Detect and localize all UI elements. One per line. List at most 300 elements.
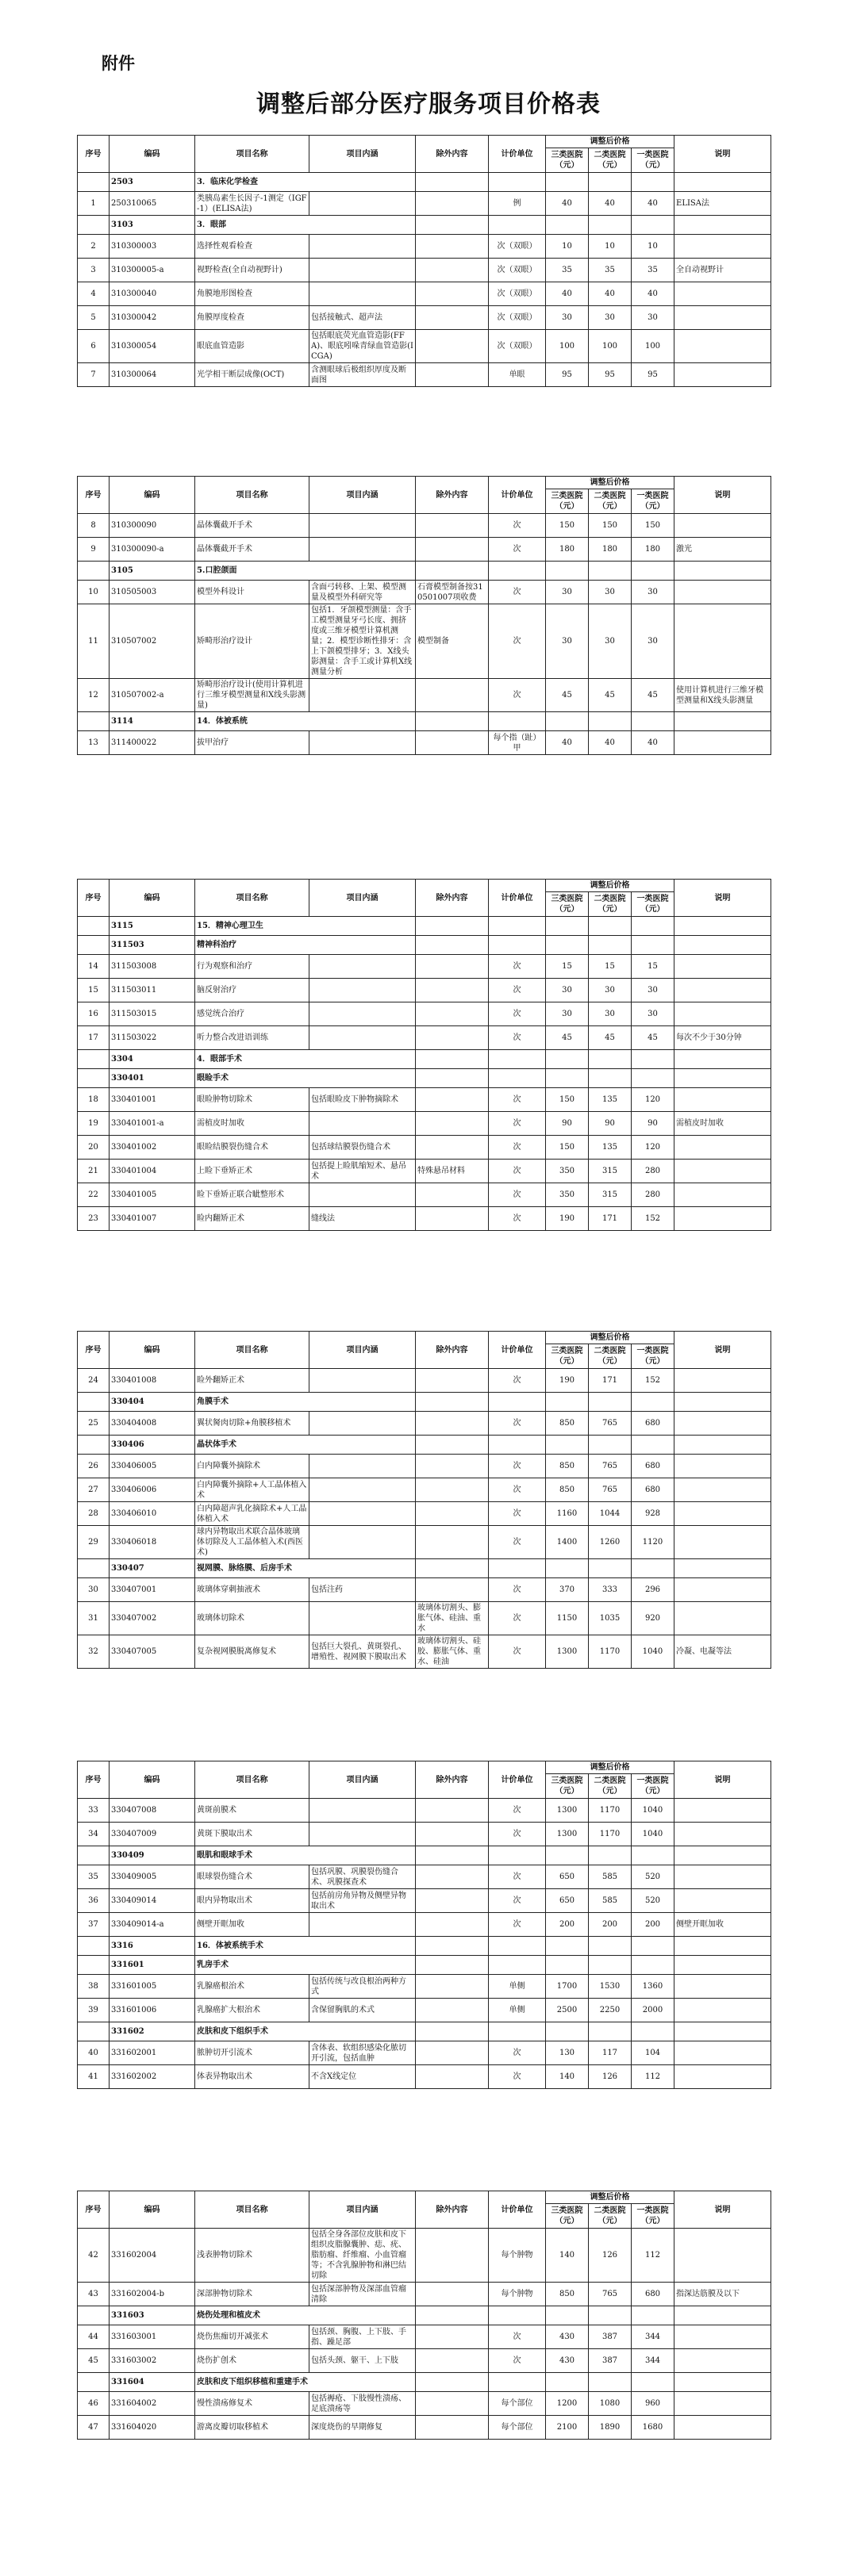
header-price-group: 调整后价格 — [546, 880, 674, 892]
row-unit: 次 — [489, 514, 546, 538]
row-name: 黄斑前膜术 — [195, 1799, 309, 1823]
row-content — [309, 1913, 416, 1937]
row-excluded — [416, 1455, 489, 1478]
empty-cell — [589, 173, 632, 192]
section-seq — [78, 173, 110, 192]
row-price-tier1: 150 — [632, 514, 674, 538]
row-name: 睑下垂矫正联合眦整形术 — [195, 1183, 309, 1207]
row-note — [674, 1136, 771, 1160]
row-content: 包括接触式、超声法 — [309, 306, 416, 330]
row-unit: 次 — [489, 1136, 546, 1160]
table-row — [78, 282, 771, 306]
row-note — [674, 1602, 771, 1635]
row-price-tier3: 1700 — [546, 1975, 589, 1999]
row-note — [674, 1578, 771, 1602]
section-row — [78, 2306, 771, 2325]
empty-cell — [632, 917, 674, 936]
row-name: 脑反射治疗 — [195, 979, 309, 1002]
row-name: 深部肿物切除术 — [195, 2283, 309, 2306]
header-excluded: 除外内容 — [416, 2191, 489, 2229]
row-code: 310300090 — [110, 514, 195, 538]
row-code: 330401001 — [110, 1088, 195, 1112]
section-name: 视网膜、脉络膜、后房手术 — [195, 1559, 416, 1578]
row-price-tier1: 90 — [632, 1112, 674, 1136]
header-name: 项目名称 — [195, 2191, 309, 2229]
row-price-tier2: 150 — [589, 514, 632, 538]
row-price-tier2: 1170 — [589, 1823, 632, 1846]
table-row — [78, 1526, 771, 1559]
row-code: 330407009 — [110, 1823, 195, 1846]
header-name: 项目名称 — [195, 880, 309, 917]
empty-cell — [589, 1436, 632, 1455]
header-note: 说明 — [674, 880, 771, 917]
row-note — [674, 306, 771, 330]
empty-cell — [416, 1559, 489, 1578]
row-code: 330401007 — [110, 1207, 195, 1231]
row-name: 矫畸形治疗设计(使用计算机进行三维牙模型测量和X线头影测量) — [195, 679, 309, 712]
header-excluded: 除外内容 — [416, 880, 489, 917]
header-tier3: 三类医院（元） — [546, 489, 589, 514]
row-unit: 次 — [489, 1088, 546, 1112]
header-price-group: 调整后价格 — [546, 2191, 674, 2204]
table-row — [78, 1502, 771, 1526]
row-name: 睑外翻矫正术 — [195, 1369, 309, 1393]
row-note: ELISA法 — [674, 192, 771, 216]
row-price-tier3: 10 — [546, 235, 589, 259]
row-price-tier1: 40 — [632, 192, 674, 216]
table-row — [78, 1635, 771, 1669]
table-row — [78, 1002, 771, 1026]
table-row — [78, 1865, 771, 1889]
header-note: 说明 — [674, 1761, 771, 1799]
row-unit: 次 — [489, 1455, 546, 1478]
row-unit: 单侧 — [489, 1975, 546, 1999]
row-unit: 次 — [489, 2349, 546, 2373]
empty-cell — [489, 1050, 546, 1069]
row-content — [309, 679, 416, 712]
empty-cell — [416, 216, 489, 235]
section-seq — [78, 712, 110, 731]
row-name: 角膜地形图检查 — [195, 282, 309, 306]
header-price-group: 调整后价格 — [546, 1761, 674, 1774]
row-content — [309, 282, 416, 306]
header-seq: 序号 — [78, 477, 110, 514]
row-price-tier3: 1300 — [546, 1823, 589, 1846]
row-note — [674, 731, 771, 755]
section-seq — [78, 1069, 110, 1088]
row-price-tier2: 15 — [589, 955, 632, 979]
empty-cell — [632, 2373, 674, 2392]
header-unit: 计价单位 — [489, 1332, 546, 1369]
row-note: 每次不少于30分钟 — [674, 1026, 771, 1050]
section-seq — [78, 1956, 110, 1975]
header-seq: 序号 — [78, 880, 110, 917]
row-unit: 每个肿物 — [489, 2283, 546, 2306]
row-price-tier3: 30 — [546, 1002, 589, 1026]
row-name: 模型外科设计 — [195, 581, 309, 604]
row-note — [674, 330, 771, 363]
empty-cell — [546, 2373, 589, 2392]
empty-cell — [546, 917, 589, 936]
row-excluded — [416, 2392, 489, 2416]
row-content: 包括颈、胸腹、上下肢、手指、躁足部 — [309, 2325, 416, 2349]
row-excluded — [416, 1889, 489, 1913]
section-row — [78, 1069, 771, 1088]
section-name: 15．精神心理卫生 — [195, 917, 416, 936]
section-code: 331604 — [110, 2373, 195, 2392]
row-code: 310300040 — [110, 282, 195, 306]
empty-cell — [416, 1069, 489, 1088]
section-code: 330406 — [110, 1436, 195, 1455]
section-row — [78, 1846, 771, 1865]
empty-cell — [489, 1937, 546, 1956]
row-price-tier1: 520 — [632, 1865, 674, 1889]
row-name: 白内障超声乳化摘除术+人工晶体植入术 — [195, 1502, 309, 1526]
row-excluded — [416, 731, 489, 755]
row-price-tier2: 1170 — [589, 1635, 632, 1669]
row-unit: 次 — [489, 1207, 546, 1231]
empty-cell — [632, 1846, 674, 1865]
row-seq: 1 — [78, 192, 110, 216]
empty-cell — [632, 173, 674, 192]
header-unit: 计价单位 — [489, 477, 546, 514]
row-excluded — [416, 1412, 489, 1436]
row-note — [674, 1799, 771, 1823]
table-row — [78, 514, 771, 538]
row-code: 310300042 — [110, 306, 195, 330]
row-seq: 2 — [78, 235, 110, 259]
row-price-tier3: 350 — [546, 1160, 589, 1183]
row-note — [674, 1455, 771, 1478]
row-content — [309, 1369, 416, 1393]
table-row — [78, 259, 771, 282]
row-content — [309, 1026, 416, 1050]
row-price-tier1: 680 — [632, 1412, 674, 1436]
row-name: 类胰岛素生长因子-1测定（IGF-1）(ELISA法) — [195, 192, 309, 216]
section-name: 14．体被系统 — [195, 712, 416, 731]
empty-cell — [489, 562, 546, 581]
row-name: 睑内翻矫正术 — [195, 1207, 309, 1231]
row-note — [674, 1975, 771, 1999]
row-unit: 次 — [489, 1526, 546, 1559]
section-name: 晶状体手术 — [195, 1436, 416, 1455]
row-price-tier2: 387 — [589, 2349, 632, 2373]
row-code: 331602002 — [110, 2065, 195, 2089]
table-row — [78, 2065, 771, 2089]
row-seq: 22 — [78, 1183, 110, 1207]
row-content: 含测眼球后极组织厚度及断面图 — [309, 363, 416, 387]
row-unit: 次 — [489, 1160, 546, 1183]
section-seq — [78, 1846, 110, 1865]
header-tier1: 一类医院（元） — [632, 1344, 674, 1369]
row-name: 球内异物取出术联合晶体玻璃体切除及人工晶体植入术(西医术) — [195, 1526, 309, 1559]
row-price-tier2: 35 — [589, 259, 632, 282]
section-row — [78, 712, 771, 731]
header-code: 编码 — [110, 136, 195, 173]
row-price-tier1: 200 — [632, 1913, 674, 1937]
row-excluded — [416, 2065, 489, 2089]
header-note: 说明 — [674, 2191, 771, 2229]
row-price-tier3: 30 — [546, 581, 589, 604]
row-unit: 次 — [489, 1026, 546, 1050]
row-note — [674, 2229, 771, 2283]
row-content — [309, 1823, 416, 1846]
empty-cell — [489, 1559, 546, 1578]
row-price-tier1: 120 — [632, 1088, 674, 1112]
empty-cell — [546, 1050, 589, 1069]
empty-cell — [674, 2373, 771, 2392]
empty-cell — [632, 1050, 674, 1069]
empty-cell — [589, 712, 632, 731]
row-excluded — [416, 1975, 489, 1999]
empty-cell — [674, 712, 771, 731]
section-seq — [78, 562, 110, 581]
row-name: 需植皮时加收 — [195, 1112, 309, 1136]
row-price-tier1: 520 — [632, 1889, 674, 1913]
table-row — [78, 679, 771, 712]
section-code: 330409 — [110, 1846, 195, 1865]
empty-cell — [674, 2306, 771, 2325]
row-seq: 32 — [78, 1635, 110, 1669]
row-content: 包括巨大裂孔、黄斑裂孔、增殖性、视网膜下膜取出术 — [309, 1635, 416, 1669]
row-seq: 13 — [78, 731, 110, 755]
row-unit: 每个部位 — [489, 2392, 546, 2416]
empty-cell — [546, 936, 589, 955]
row-price-tier2: 765 — [589, 1412, 632, 1436]
section-name: 皮肤和皮下组织移植和重建手术 — [195, 2373, 416, 2392]
row-seq: 46 — [78, 2392, 110, 2416]
header-price-group: 调整后价格 — [546, 136, 674, 148]
empty-cell — [589, 2022, 632, 2041]
section-code: 330401 — [110, 1069, 195, 1088]
row-price-tier1: 280 — [632, 1160, 674, 1183]
row-excluded — [416, 1112, 489, 1136]
table-row — [78, 955, 771, 979]
row-name: 乳腺癌根治术 — [195, 1975, 309, 1999]
row-unit: 次（双眼） — [489, 282, 546, 306]
section-name: 烧伤处理和植皮术 — [195, 2306, 416, 2325]
row-price-tier3: 190 — [546, 1207, 589, 1231]
row-code: 331603002 — [110, 2349, 195, 2373]
row-content — [309, 192, 416, 216]
row-price-tier2: 30 — [589, 604, 632, 679]
row-price-tier3: 45 — [546, 1026, 589, 1050]
header-name: 项目名称 — [195, 477, 309, 514]
header-excluded: 除外内容 — [416, 1332, 489, 1369]
section-code: 3316 — [110, 1937, 195, 1956]
row-code: 330401008 — [110, 1369, 195, 1393]
row-note — [674, 1999, 771, 2022]
row-note — [674, 1369, 771, 1393]
row-note: 激光 — [674, 538, 771, 562]
empty-cell — [589, 1937, 632, 1956]
row-note — [674, 1889, 771, 1913]
row-excluded — [416, 1478, 489, 1502]
row-code: 330406010 — [110, 1502, 195, 1526]
row-code: 331602001 — [110, 2041, 195, 2065]
row-note: 使用计算机进行三维牙模型测量和X线头影测量 — [674, 679, 771, 712]
row-unit: 次 — [489, 1799, 546, 1823]
empty-cell — [674, 216, 771, 235]
header-name: 项目名称 — [195, 136, 309, 173]
row-note — [674, 2325, 771, 2349]
row-note — [674, 604, 771, 679]
row-seq: 38 — [78, 1975, 110, 1999]
row-price-tier3: 35 — [546, 259, 589, 282]
row-name: 侧壁开眶加收 — [195, 1913, 309, 1937]
row-content: 不含X线定位 — [309, 2065, 416, 2089]
row-seq: 15 — [78, 979, 110, 1002]
row-content — [309, 514, 416, 538]
header-excluded: 除外内容 — [416, 136, 489, 173]
row-price-tier3: 1300 — [546, 1799, 589, 1823]
row-unit: 次 — [489, 581, 546, 604]
empty-cell — [674, 2022, 771, 2041]
row-unit: 次 — [489, 1478, 546, 1502]
row-code: 311503015 — [110, 1002, 195, 1026]
empty-cell — [632, 216, 674, 235]
row-price-tier2: 40 — [589, 731, 632, 755]
row-price-tier3: 850 — [546, 1412, 589, 1436]
row-unit: 次 — [489, 1002, 546, 1026]
section-seq — [78, 2022, 110, 2041]
row-price-tier2: 1035 — [589, 1602, 632, 1635]
header-code: 编码 — [110, 2191, 195, 2229]
row-content: 包括巩膜、巩膜裂伤缝合术、巩膜探查术 — [309, 1865, 416, 1889]
row-note — [674, 955, 771, 979]
row-price-tier2: 765 — [589, 1455, 632, 1478]
row-excluded: 石膏模型制备按310501007项收费 — [416, 581, 489, 604]
row-seq: 11 — [78, 604, 110, 679]
table-row — [78, 1455, 771, 1478]
header-seq: 序号 — [78, 1761, 110, 1799]
empty-cell — [489, 1956, 546, 1975]
row-seq: 36 — [78, 1889, 110, 1913]
empty-cell — [632, 1436, 674, 1455]
empty-cell — [416, 1393, 489, 1412]
header-tier2: 二类医院（元） — [589, 1774, 632, 1799]
row-price-tier1: 40 — [632, 282, 674, 306]
row-content: 包括1．牙颌模型测量：含手工模型测量牙弓长度、拥挤度或三维牙模型计算机测量；2．模型诊断性排牙：含上下颌模型排牙；3．X线头影测量：含手工或计算机X线测量分析 — [309, 604, 416, 679]
row-content: 缝线法 — [309, 1207, 416, 1231]
row-code: 330404008 — [110, 1412, 195, 1436]
row-name: 上睑下垂矫正术 — [195, 1160, 309, 1183]
row-code: 311503022 — [110, 1026, 195, 1050]
row-price-tier1: 104 — [632, 2041, 674, 2065]
row-excluded — [416, 1136, 489, 1160]
row-seq: 10 — [78, 581, 110, 604]
row-unit: 次（双眼） — [489, 235, 546, 259]
row-note — [674, 282, 771, 306]
table-row — [78, 1207, 771, 1231]
table-row — [78, 979, 771, 1002]
row-content — [309, 979, 416, 1002]
row-code: 331604002 — [110, 2392, 195, 2416]
row-unit: 次 — [489, 679, 546, 712]
row-content — [309, 538, 416, 562]
row-seq: 29 — [78, 1526, 110, 1559]
header-tier1: 一类医院（元） — [632, 2204, 674, 2229]
section-code: 331601 — [110, 1956, 195, 1975]
empty-cell — [416, 2306, 489, 2325]
row-excluded — [416, 306, 489, 330]
row-unit: 每个指（趾）甲 — [489, 731, 546, 755]
row-excluded — [416, 2041, 489, 2065]
row-price-tier3: 850 — [546, 1478, 589, 1502]
empty-cell — [546, 2306, 589, 2325]
row-excluded — [416, 2416, 489, 2440]
row-code: 330401002 — [110, 1136, 195, 1160]
empty-cell — [416, 712, 489, 731]
empty-cell — [674, 562, 771, 581]
empty-cell — [674, 1393, 771, 1412]
row-price-tier3: 2500 — [546, 1999, 589, 2022]
row-content — [309, 955, 416, 979]
row-name: 眼睑结膜裂伤缝合术 — [195, 1136, 309, 1160]
row-price-tier2: 90 — [589, 1112, 632, 1136]
section-row — [78, 917, 771, 936]
row-price-tier3: 1300 — [546, 1635, 589, 1669]
row-seq: 41 — [78, 2065, 110, 2089]
row-seq: 3 — [78, 259, 110, 282]
section-row — [78, 1559, 771, 1578]
row-price-tier3: 1200 — [546, 2392, 589, 2416]
row-price-tier3: 140 — [546, 2065, 589, 2089]
row-unit: 次 — [489, 979, 546, 1002]
row-name: 眼睑肿物切除术 — [195, 1088, 309, 1112]
row-price-tier1: 40 — [632, 731, 674, 755]
row-price-tier1: 680 — [632, 2283, 674, 2306]
header-tier1: 一类医院（元） — [632, 489, 674, 514]
table-row — [78, 2392, 771, 2416]
row-price-tier3: 180 — [546, 538, 589, 562]
row-name: 游离皮瓣切取移植术 — [195, 2416, 309, 2440]
empty-cell — [589, 1559, 632, 1578]
header-tier2: 二类医院（元） — [589, 1344, 632, 1369]
empty-cell — [589, 216, 632, 235]
empty-cell — [674, 1956, 771, 1975]
row-excluded — [416, 259, 489, 282]
row-price-tier3: 45 — [546, 679, 589, 712]
row-price-tier1: 10 — [632, 235, 674, 259]
row-seq: 34 — [78, 1823, 110, 1846]
header-excluded: 除外内容 — [416, 1761, 489, 1799]
section-seq — [78, 1436, 110, 1455]
empty-cell — [416, 2022, 489, 2041]
row-excluded — [416, 192, 489, 216]
row-seq: 44 — [78, 2325, 110, 2349]
row-price-tier3: 850 — [546, 2283, 589, 2306]
row-note — [674, 1823, 771, 1846]
header-tier3: 三类医院（元） — [546, 1344, 589, 1369]
row-price-tier2: 585 — [589, 1865, 632, 1889]
row-note — [674, 2416, 771, 2440]
row-price-tier1: 152 — [632, 1207, 674, 1231]
table-row — [78, 1999, 771, 2022]
header-content: 项目内涵 — [309, 477, 416, 514]
row-note — [674, 1088, 771, 1112]
row-excluded — [416, 1369, 489, 1393]
row-code: 310507002-a — [110, 679, 195, 712]
row-excluded — [416, 2283, 489, 2306]
row-code: 330407008 — [110, 1799, 195, 1823]
row-seq: 30 — [78, 1578, 110, 1602]
empty-cell — [589, 2373, 632, 2392]
row-code: 310505003 — [110, 581, 195, 604]
row-price-tier1: 920 — [632, 1602, 674, 1635]
row-unit: 次 — [489, 604, 546, 679]
row-note: 全自动视野计 — [674, 259, 771, 282]
